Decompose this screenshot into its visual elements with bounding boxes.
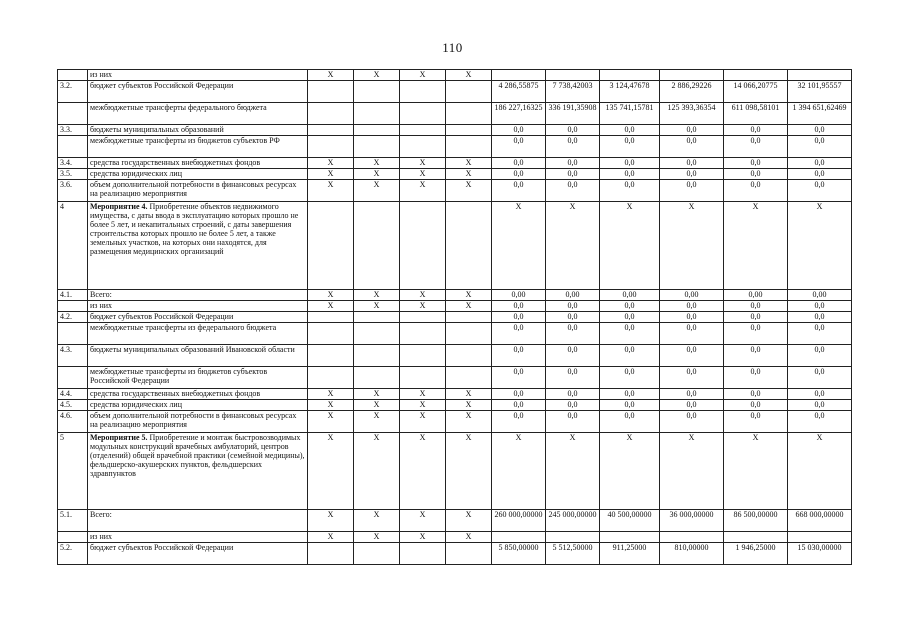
table-row xyxy=(58,323,852,345)
table-row xyxy=(58,433,852,510)
value-cell: 0,00 xyxy=(546,290,600,301)
table-row xyxy=(58,389,852,400)
value-cell: 0,0 xyxy=(492,158,546,169)
row-name xyxy=(88,433,308,510)
mark-cell: X xyxy=(354,400,400,411)
mark-cell: X xyxy=(400,158,446,169)
table-row xyxy=(58,510,852,532)
mark-cell: X xyxy=(308,411,354,433)
mark-cell: X xyxy=(308,510,354,532)
value-cell xyxy=(788,70,852,81)
mark-cell xyxy=(308,543,354,565)
row-number: 5.2. xyxy=(58,543,88,565)
row-number xyxy=(58,136,88,158)
table-row xyxy=(58,136,852,158)
value-cell: 0,0 xyxy=(788,411,852,433)
mark-cell xyxy=(308,125,354,136)
value-cell: X xyxy=(660,433,724,510)
value-cell: 0,0 xyxy=(660,125,724,136)
value-cell: 0,0 xyxy=(492,389,546,400)
mark-cell: X xyxy=(400,532,446,543)
value-cell: 0,0 xyxy=(788,323,852,345)
mark-cell: X xyxy=(446,180,492,202)
mark-cell: X xyxy=(308,70,354,81)
value-cell: 86 500,00000 xyxy=(724,510,788,532)
value-cell: 0,0 xyxy=(660,312,724,323)
row-number: 3.3. xyxy=(58,125,88,136)
value-cell xyxy=(600,70,660,81)
mark-cell xyxy=(400,543,446,565)
value-cell: 135 741,15781 xyxy=(600,103,660,125)
value-cell xyxy=(724,532,788,543)
value-cell: 0,0 xyxy=(492,411,546,433)
value-cell: 0,0 xyxy=(660,389,724,400)
table-row xyxy=(58,169,852,180)
budget-table xyxy=(57,69,852,565)
value-cell: 0,0 xyxy=(492,312,546,323)
value-cell: 0,0 xyxy=(600,411,660,433)
value-cell: 0,0 xyxy=(788,345,852,367)
value-cell: X xyxy=(600,433,660,510)
row-number xyxy=(58,301,88,312)
value-cell: 0,0 xyxy=(724,301,788,312)
value-cell: 911,25000 xyxy=(600,543,660,565)
value-cell: 0,0 xyxy=(660,367,724,389)
value-cell: X xyxy=(724,202,788,290)
value-cell: 0,0 xyxy=(788,125,852,136)
table-row xyxy=(58,125,852,136)
mark-cell: X xyxy=(308,433,354,510)
mark-cell: X xyxy=(446,400,492,411)
mark-cell: X xyxy=(354,290,400,301)
mark-cell: X xyxy=(446,433,492,510)
value-cell: 0,0 xyxy=(546,180,600,202)
value-cell: 0,0 xyxy=(546,411,600,433)
mark-cell: X xyxy=(400,290,446,301)
value-cell xyxy=(660,532,724,543)
value-cell: 0,0 xyxy=(600,158,660,169)
value-cell: 0,0 xyxy=(546,169,600,180)
value-cell: 5 512,50000 xyxy=(546,543,600,565)
row-name-bold: Мероприятие 5. xyxy=(90,433,148,442)
row-number xyxy=(58,367,88,389)
page-number: 110 xyxy=(442,40,463,55)
row-name: средства юридических лиц xyxy=(88,400,308,411)
mark-cell xyxy=(400,312,446,323)
value-cell: X xyxy=(546,202,600,290)
value-cell: 0,0 xyxy=(724,411,788,433)
row-number: 3.5. xyxy=(58,169,88,180)
value-cell: X xyxy=(788,433,852,510)
mark-cell xyxy=(354,312,400,323)
table-row xyxy=(58,202,852,290)
value-cell: 4 286,55875 xyxy=(492,81,546,103)
row-number: 3.6. xyxy=(58,180,88,202)
row-number: 5.1. xyxy=(58,510,88,532)
value-cell: 1 394 651,62469 xyxy=(788,103,852,125)
value-cell: 611 098,58101 xyxy=(724,103,788,125)
row-number xyxy=(58,70,88,81)
mark-cell xyxy=(354,136,400,158)
row-name: объем дополнительной потребности в финансовых ресурсах на реализацию мероприятия xyxy=(88,180,308,202)
row-number: 4.6. xyxy=(58,411,88,433)
row-number: 3.4. xyxy=(58,158,88,169)
row-name: бюджеты муниципальных образований Ивановской области xyxy=(88,345,308,367)
value-cell xyxy=(492,532,546,543)
mark-cell xyxy=(446,202,492,290)
mark-cell: X xyxy=(400,301,446,312)
table-row xyxy=(58,81,852,103)
mark-cell xyxy=(446,103,492,125)
row-name: Всего: xyxy=(88,510,308,532)
mark-cell: X xyxy=(400,169,446,180)
mark-cell xyxy=(308,367,354,389)
value-cell: 260 000,00000 xyxy=(492,510,546,532)
mark-cell xyxy=(446,136,492,158)
mark-cell xyxy=(400,103,446,125)
value-cell: 0,0 xyxy=(546,345,600,367)
value-cell: 0,0 xyxy=(660,400,724,411)
value-cell: 32 101,95557 xyxy=(788,81,852,103)
row-number: 4.3. xyxy=(58,345,88,367)
row-name: межбюджетные трансферты из бюджетов субъектов РФ xyxy=(88,136,308,158)
value-cell: 0,0 xyxy=(724,389,788,400)
mark-cell xyxy=(400,202,446,290)
mark-cell: X xyxy=(354,169,400,180)
mark-cell: X xyxy=(308,532,354,543)
mark-cell: X xyxy=(308,301,354,312)
value-cell: 0,00 xyxy=(724,290,788,301)
value-cell: X xyxy=(492,202,546,290)
value-cell: 0,0 xyxy=(660,301,724,312)
value-cell: 5 850,00000 xyxy=(492,543,546,565)
value-cell: 0,0 xyxy=(724,345,788,367)
row-name: из них xyxy=(88,301,308,312)
value-cell: 0,0 xyxy=(724,312,788,323)
value-cell: 0,0 xyxy=(600,180,660,202)
mark-cell: X xyxy=(400,433,446,510)
mark-cell xyxy=(308,136,354,158)
row-name: из них xyxy=(88,532,308,543)
mark-cell: X xyxy=(308,400,354,411)
value-cell: 0,0 xyxy=(546,400,600,411)
row-name: межбюджетные трансферты из бюджетов субъектов Российской Федерации xyxy=(88,367,308,389)
value-cell xyxy=(492,70,546,81)
table-row xyxy=(58,367,852,389)
value-cell: 0,0 xyxy=(546,312,600,323)
value-cell: 0,0 xyxy=(600,400,660,411)
value-cell xyxy=(546,70,600,81)
row-name: средства государственных внебюджетных фондов xyxy=(88,158,308,169)
value-cell: 0,0 xyxy=(724,180,788,202)
mark-cell xyxy=(446,125,492,136)
table-row xyxy=(58,290,852,301)
row-number xyxy=(58,532,88,543)
value-cell: 3 124,47678 xyxy=(600,81,660,103)
mark-cell xyxy=(400,81,446,103)
value-cell: 0,0 xyxy=(492,367,546,389)
value-cell: X xyxy=(788,202,852,290)
row-name: объем дополнительной потребности в финансовых ресурсах на реализацию мероприятия xyxy=(88,411,308,433)
value-cell: 0,0 xyxy=(660,169,724,180)
row-name: бюджет субъектов Российской Федерации xyxy=(88,81,308,103)
value-cell: 0,0 xyxy=(788,136,852,158)
value-cell: 7 738,42003 xyxy=(546,81,600,103)
table-row xyxy=(58,158,852,169)
row-name: средства государственных внебюджетных фондов xyxy=(88,389,308,400)
value-cell: 0,0 xyxy=(600,323,660,345)
mark-cell: X xyxy=(308,180,354,202)
value-cell: 0,0 xyxy=(788,180,852,202)
mark-cell xyxy=(308,312,354,323)
mark-cell xyxy=(354,345,400,367)
value-cell: 0,0 xyxy=(724,400,788,411)
row-name-bold: Мероприятие 4. xyxy=(90,202,148,211)
row-name-text: Приобретение и монтаж быстровозводимых модульных конструкций врачебных амбулаторий, центров (отделений) общей врачебной практики (семейной медицины), фельдшерско-акушерских пунктов, фельдшерских здравпунктов xyxy=(90,433,305,478)
value-cell: 0,0 xyxy=(492,323,546,345)
value-cell: 0,0 xyxy=(546,125,600,136)
value-cell: 0,0 xyxy=(788,301,852,312)
mark-cell: X xyxy=(354,158,400,169)
mark-cell: X xyxy=(446,510,492,532)
value-cell: 0,00 xyxy=(600,290,660,301)
row-name: бюджеты муниципальных образований xyxy=(88,125,308,136)
value-cell: 0,0 xyxy=(724,125,788,136)
row-name: бюджет субъектов Российской Федерации xyxy=(88,543,308,565)
mark-cell: X xyxy=(446,169,492,180)
row-name xyxy=(88,202,308,290)
value-cell: 0,0 xyxy=(600,169,660,180)
value-cell: 40 500,00000 xyxy=(600,510,660,532)
value-cell xyxy=(788,532,852,543)
mark-cell xyxy=(400,323,446,345)
value-cell: 0,0 xyxy=(546,136,600,158)
value-cell: 0,0 xyxy=(724,367,788,389)
row-number xyxy=(58,323,88,345)
value-cell: 0,00 xyxy=(660,290,724,301)
table-row xyxy=(58,543,852,565)
value-cell xyxy=(546,532,600,543)
value-cell: 0,00 xyxy=(492,290,546,301)
value-cell: 0,0 xyxy=(660,345,724,367)
value-cell: X xyxy=(546,433,600,510)
value-cell: X xyxy=(660,202,724,290)
value-cell: 0,0 xyxy=(492,125,546,136)
mark-cell xyxy=(308,323,354,345)
table-row xyxy=(58,103,852,125)
value-cell: 336 191,35908 xyxy=(546,103,600,125)
table-row xyxy=(58,180,852,202)
row-name-text: Приобретение объектов недвижимого имущества, с даты ввода в эксплуатацию которых прошло не более 5 лет, и некапитальных строений, с даты завершения строительства которых прошло не более 5 лет, а также земельных участков, на которых они находятся, для размещения медицинских организаций xyxy=(90,202,299,256)
value-cell: 0,0 xyxy=(546,323,600,345)
mark-cell xyxy=(400,367,446,389)
mark-cell: X xyxy=(400,389,446,400)
mark-cell xyxy=(446,543,492,565)
value-cell: 810,00000 xyxy=(660,543,724,565)
row-number: 4 xyxy=(58,202,88,290)
value-cell xyxy=(660,70,724,81)
value-cell: 0,0 xyxy=(600,345,660,367)
table-row xyxy=(58,312,852,323)
mark-cell: X xyxy=(446,389,492,400)
value-cell: X xyxy=(724,433,788,510)
value-cell: 0,0 xyxy=(660,411,724,433)
value-cell: 0,0 xyxy=(492,136,546,158)
mark-cell: X xyxy=(400,180,446,202)
value-cell: X xyxy=(492,433,546,510)
value-cell: 0,0 xyxy=(546,158,600,169)
mark-cell: X xyxy=(446,158,492,169)
row-number: 4.1. xyxy=(58,290,88,301)
row-name: межбюджетные трансферты федерального бюджета xyxy=(88,103,308,125)
mark-cell xyxy=(308,81,354,103)
table-row xyxy=(58,400,852,411)
value-cell: 15 030,00000 xyxy=(788,543,852,565)
mark-cell: X xyxy=(354,70,400,81)
value-cell: 0,0 xyxy=(660,136,724,158)
mark-cell: X xyxy=(354,389,400,400)
mark-cell: X xyxy=(446,301,492,312)
value-cell: 0,0 xyxy=(788,312,852,323)
value-cell: 0,0 xyxy=(724,323,788,345)
value-cell: 0,0 xyxy=(788,400,852,411)
mark-cell: X xyxy=(354,433,400,510)
table-row xyxy=(58,345,852,367)
row-number: 5 xyxy=(58,433,88,510)
mark-cell xyxy=(308,202,354,290)
value-cell: 186 227,16325 xyxy=(492,103,546,125)
mark-cell xyxy=(446,323,492,345)
value-cell: 245 000,00000 xyxy=(546,510,600,532)
table-row xyxy=(58,411,852,433)
value-cell xyxy=(724,70,788,81)
value-cell: X xyxy=(600,202,660,290)
mark-cell xyxy=(400,125,446,136)
value-cell: 0,0 xyxy=(660,180,724,202)
value-cell: 0,0 xyxy=(724,158,788,169)
mark-cell: X xyxy=(446,70,492,81)
value-cell: 0,0 xyxy=(492,180,546,202)
row-number: 4.2. xyxy=(58,312,88,323)
row-number xyxy=(58,103,88,125)
mark-cell xyxy=(354,367,400,389)
value-cell: 0,0 xyxy=(600,301,660,312)
value-cell: 0,0 xyxy=(788,367,852,389)
row-name: из них xyxy=(88,70,308,81)
value-cell: 0,0 xyxy=(788,158,852,169)
value-cell: 0,0 xyxy=(492,400,546,411)
value-cell: 125 393,36354 xyxy=(660,103,724,125)
value-cell: 0,0 xyxy=(600,367,660,389)
mark-cell: X xyxy=(354,301,400,312)
mark-cell xyxy=(400,136,446,158)
mark-cell: X xyxy=(354,532,400,543)
value-cell: 0,0 xyxy=(724,136,788,158)
value-cell: 1 946,25000 xyxy=(724,543,788,565)
row-number: 3.2. xyxy=(58,81,88,103)
table-row xyxy=(58,301,852,312)
mark-cell xyxy=(400,345,446,367)
mark-cell xyxy=(446,81,492,103)
value-cell: 0,0 xyxy=(788,169,852,180)
table-row xyxy=(58,532,852,543)
value-cell: 0,0 xyxy=(492,345,546,367)
mark-cell: X xyxy=(354,510,400,532)
mark-cell xyxy=(354,202,400,290)
mark-cell: X xyxy=(446,532,492,543)
mark-cell: X xyxy=(400,70,446,81)
mark-cell: X xyxy=(308,290,354,301)
value-cell: 0,0 xyxy=(546,301,600,312)
value-cell: 0,0 xyxy=(788,389,852,400)
value-cell: 0,00 xyxy=(788,290,852,301)
mark-cell xyxy=(354,543,400,565)
value-cell: 36 000,00000 xyxy=(660,510,724,532)
mark-cell xyxy=(446,312,492,323)
mark-cell: X xyxy=(308,169,354,180)
mark-cell: X xyxy=(400,411,446,433)
value-cell: 0,0 xyxy=(660,323,724,345)
row-name: Всего: xyxy=(88,290,308,301)
mark-cell: X xyxy=(354,411,400,433)
mark-cell: X xyxy=(446,290,492,301)
mark-cell xyxy=(308,345,354,367)
mark-cell: X xyxy=(446,411,492,433)
value-cell: 0,0 xyxy=(546,367,600,389)
row-name: межбюджетные трансферты из федерального бюджета xyxy=(88,323,308,345)
mark-cell: X xyxy=(400,400,446,411)
row-name: бюджет субъектов Российской Федерации xyxy=(88,312,308,323)
mark-cell: X xyxy=(308,389,354,400)
mark-cell xyxy=(354,125,400,136)
mark-cell xyxy=(354,103,400,125)
value-cell: 0,0 xyxy=(492,169,546,180)
value-cell: 0,0 xyxy=(492,301,546,312)
mark-cell xyxy=(446,367,492,389)
row-number: 4.4. xyxy=(58,389,88,400)
table-row xyxy=(58,70,852,81)
row-number: 4.5. xyxy=(58,400,88,411)
value-cell: 0,0 xyxy=(600,389,660,400)
value-cell: 14 066,20775 xyxy=(724,81,788,103)
mark-cell: X xyxy=(308,158,354,169)
value-cell: 2 886,29226 xyxy=(660,81,724,103)
value-cell: 0,0 xyxy=(546,389,600,400)
value-cell: 0,0 xyxy=(600,125,660,136)
row-name: средства юридических лиц xyxy=(88,169,308,180)
mark-cell xyxy=(446,345,492,367)
value-cell xyxy=(600,532,660,543)
value-cell: 668 000,00000 xyxy=(788,510,852,532)
mark-cell xyxy=(354,81,400,103)
value-cell: 0,0 xyxy=(724,169,788,180)
mark-cell xyxy=(308,103,354,125)
mark-cell xyxy=(354,323,400,345)
value-cell: 0,0 xyxy=(660,158,724,169)
value-cell: 0,0 xyxy=(600,136,660,158)
mark-cell: X xyxy=(400,510,446,532)
value-cell: 0,0 xyxy=(600,312,660,323)
mark-cell: X xyxy=(354,180,400,202)
